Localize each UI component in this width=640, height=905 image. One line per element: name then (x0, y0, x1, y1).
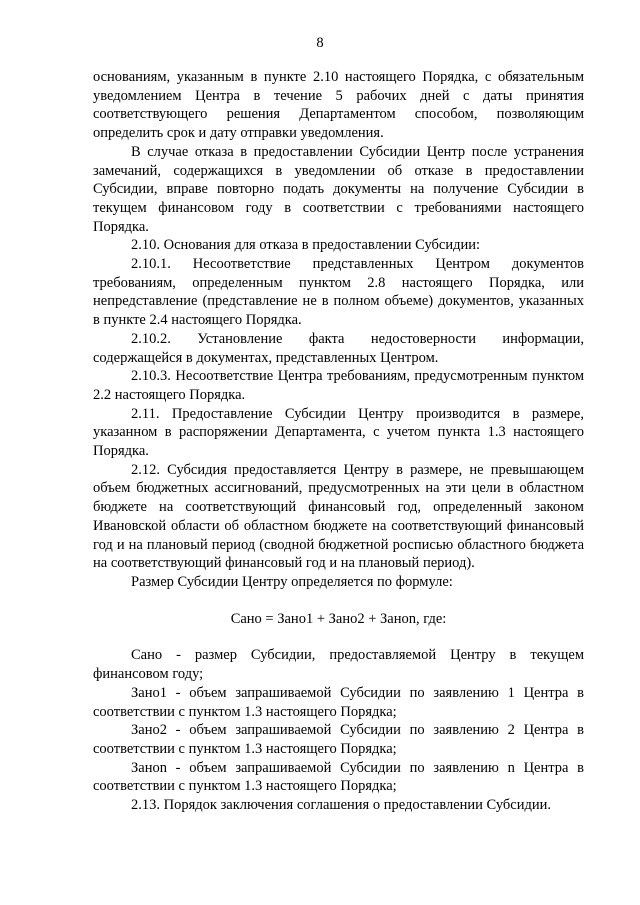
document-body (93, 68, 584, 815)
paragraph-continuation: основаниям, указанным в пункте 2.10 настоящего Порядка, с обязательным уведомлением Центра в течение 5 рабочих дней с даты принятия соответствующего решения Департаментом способом, позволяющим определить срок и дату отправки уведомления. (93, 69, 584, 142)
paragraph-refusal-resubmission: В случае отказа в предоставлении Субсидии Центр после устранения замечаний, содержащихся в уведомлении об отказе в предоставлении Субсидии, вправе повторно подать документы на получение Субсидии в текущем финансовом году в соответствии с требованиями настоящего Порядка. (93, 143, 584, 235)
definition-zano1: Зано1 - объем запрашиваемой Субсидии по заявлению 1 Центра в соответствии с пунктом 1.3 настоящего Порядка; (93, 684, 584, 720)
definition-zanon: Занon - объем запрашиваемой Субсидии по заявлению n Центра в соответствии с пунктом 1.3 настоящего Порядка; (93, 759, 584, 795)
definition-zano2: Зано2 - объем запрашиваемой Субсидии по заявлению 2 Центра в соответствии с пунктом 1.3 настоящего Порядка; (93, 722, 584, 757)
paragraph-2-10-1: 2.10.1. Несоответствие представленных Центром документов требованиям, определенным пунктом 2.8 настоящего Порядка, или непредставление (представление не в полном объеме) документов, указанных в пункте 2.4 настоящего Порядка. (93, 256, 584, 329)
paragraph-2-11: 2.11. Предоставление Субсидии Центру производится в размере, указанном в распоряжении Департамента, с учетом пункта 1.3 настоящего Порядка. (93, 405, 584, 460)
paragraph-2-12: 2.12. Субсидия предоставляется Центру в размере, не превышающем объем бюджетных ассигнований, предусмотренных на эти цели в областном бюджете на соответствующий финансовый год, определенный законом Ивановской области об областном бюджете на соответствующий финансовый год и на плановый период (сводной бюджетной росписью областного бюджета на соответствующий финансовый год и на плановый период). (93, 461, 584, 572)
page-number: 8 (316, 35, 324, 51)
definition-sano: Сано - размер Субсидии, предоставляемой Центру в текущем финансовом году; (93, 647, 584, 683)
subsidy-formula: Сано = Зано1 + Зано2 + Занon, где: (230, 610, 447, 627)
paragraph-2-13: 2.13. Порядок заключения соглашения о предоставлении Субсидии. (131, 797, 552, 814)
paragraph-2-10-3: 2.10.3. Несоответствие Центра требованиям, предусмотренным пунктом 2.2 настоящего Порядка. (93, 368, 584, 403)
paragraph-formula-intro: Размер Субсидии Центру определяется по формуле: (131, 573, 453, 590)
paragraph-2-10: 2.10. Основания для отказа в предоставлении Субсидии: (131, 237, 480, 254)
paragraph-2-10-2: 2.10.2. Установление факта недостоверности информации, содержащейся в документах, представленных Центром. (93, 330, 584, 366)
